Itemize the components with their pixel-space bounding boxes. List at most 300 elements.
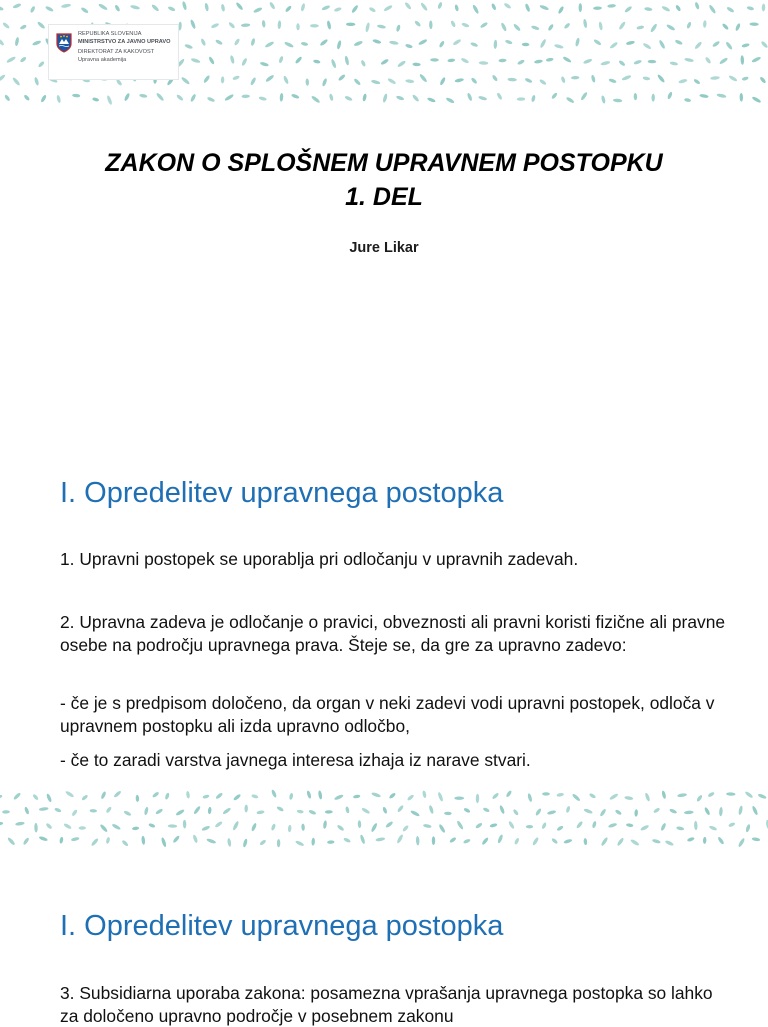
- leaf-mark: [416, 836, 420, 846]
- leaf-mark: [156, 92, 165, 101]
- ministry-logo: [48, 24, 179, 80]
- leaf-mark: [258, 96, 267, 101]
- leaf-mark: [301, 823, 305, 830]
- leaf-mark: [22, 837, 29, 846]
- leaf-mark: [666, 24, 676, 32]
- paragraph-3: 3. Subsidiarna uporaba zakona: posamezna vprašanja upravnega postopka so lahko za določeno upravno področje v posebnem zakonu: [60, 983, 713, 1026]
- leaf-mark: [111, 823, 121, 831]
- leaf-mark: [294, 56, 302, 64]
- leaf-mark: [648, 60, 657, 64]
- leaf-mark: [313, 59, 321, 64]
- paragraph-1: 1. Upravni postopek se uporablja pri odločanju v upravnih zadevah.: [60, 549, 579, 569]
- leaf-mark: [144, 807, 149, 816]
- leaf-mark: [513, 23, 522, 32]
- leaf-mark: [308, 809, 316, 815]
- leaf-mark: [591, 74, 596, 82]
- leaf-mark: [175, 809, 185, 817]
- leaf-mark: [527, 793, 533, 802]
- leaf-mark: [389, 40, 399, 45]
- leaf-mark: [583, 19, 588, 29]
- leaf-mark: [505, 39, 513, 45]
- leaf-mark: [461, 22, 469, 28]
- leaf-mark: [437, 2, 443, 10]
- leaf-mark: [12, 3, 21, 9]
- leaf-mark: [37, 21, 46, 30]
- leaf-mark: [184, 43, 193, 49]
- leaf-mark: [760, 40, 768, 48]
- leaf-mark: [262, 20, 266, 28]
- leaf-mark: [422, 790, 427, 798]
- leaf-mark: [321, 5, 330, 11]
- leaf-mark: [264, 41, 274, 49]
- leaf-mark: [563, 838, 572, 844]
- leaf-mark: [556, 792, 564, 797]
- leaf-mark: [707, 791, 715, 797]
- leaf-mark: [130, 4, 140, 10]
- leaf-mark: [183, 820, 187, 829]
- leaf-mark: [665, 840, 675, 847]
- leaf-mark: [193, 805, 201, 815]
- leaf-mark: [221, 76, 225, 83]
- leaf-mark: [684, 98, 691, 103]
- leaf-mark: [699, 94, 709, 99]
- leaf-mark: [250, 77, 257, 86]
- leaf-mark: [470, 42, 479, 48]
- leaf-mark: [454, 78, 464, 83]
- leaf-mark: [728, 822, 736, 828]
- leaf-mark: [256, 810, 264, 815]
- author-name: Jure Likar: [349, 240, 419, 256]
- leaf-mark: [396, 834, 404, 844]
- leaf-mark: [40, 94, 47, 103]
- leaf-mark: [601, 95, 606, 104]
- leaf-mark: [633, 59, 642, 65]
- leaf-mark: [652, 838, 661, 844]
- leaf-mark: [383, 4, 393, 12]
- leaf-mark: [12, 77, 21, 87]
- leaf-mark: [547, 23, 554, 31]
- leaf-mark: [214, 821, 223, 829]
- leaf-mark: [480, 21, 489, 28]
- leaf-mark: [0, 38, 5, 46]
- leaf-mark: [737, 837, 745, 847]
- leaf-mark: [172, 835, 180, 844]
- leaf-mark: [696, 794, 703, 802]
- leaf-mark: [359, 834, 365, 844]
- leaf-mark: [106, 837, 111, 844]
- leaf-mark: [6, 56, 16, 64]
- leaf-mark: [106, 95, 113, 105]
- leaf-mark: [203, 75, 211, 84]
- leaf-mark: [123, 810, 131, 817]
- leaf-mark: [72, 94, 80, 98]
- leaf-mark: [397, 805, 405, 813]
- leaf-mark: [405, 43, 413, 48]
- leaf-mark: [514, 837, 520, 845]
- leaf-mark: [493, 40, 497, 49]
- leaf-mark: [539, 38, 547, 48]
- leaf-mark: [616, 837, 624, 846]
- leaf-mark: [377, 24, 386, 29]
- leaf-mark: [593, 6, 602, 10]
- leaf-mark: [372, 39, 381, 45]
- leaf-mark: [161, 837, 167, 848]
- leaf-mark: [498, 59, 506, 63]
- leaf-mark: [598, 21, 603, 30]
- leaf-mark: [430, 58, 439, 62]
- leaf-mark: [202, 794, 209, 799]
- leaf-mark: [300, 3, 305, 12]
- leaf-mark: [644, 792, 650, 802]
- leaf-mark: [609, 793, 619, 801]
- leaf-mark: [456, 820, 464, 830]
- leaf-mark: [124, 93, 131, 102]
- bullet-1: - če je s predpisom določeno, da organ v neki zadevi vodi upravni postopek, odloča v upravnem postopku ali izda upravno odločbo,: [60, 693, 715, 736]
- leaf-mark: [276, 806, 284, 813]
- leaf-mark: [667, 91, 673, 99]
- leaf-mark: [346, 23, 355, 27]
- leaf-mark: [310, 24, 319, 28]
- leaf-mark: [388, 792, 396, 799]
- leaf-mark: [14, 37, 19, 46]
- leaf-mark: [361, 807, 370, 815]
- leaf-mark: [618, 60, 626, 67]
- leaf-mark: [636, 25, 644, 30]
- leaf-mark: [326, 20, 331, 30]
- slide-title-line-1: ZAKON O SPLOŠNEM UPRAVNEM POSTOPKU: [105, 149, 663, 177]
- leaf-mark: [265, 74, 275, 83]
- leaf-mark: [651, 94, 655, 102]
- leaf-mark: [277, 20, 281, 29]
- leaf-mark: [19, 24, 27, 30]
- leaf-mark: [344, 95, 353, 101]
- leaf-mark: [382, 806, 388, 814]
- leaf-mark: [708, 4, 716, 14]
- leaf-mark: [208, 56, 215, 65]
- leaf-mark: [397, 60, 406, 68]
- leaf-mark: [71, 836, 80, 841]
- leaf-mark: [90, 838, 99, 847]
- leaf-mark: [56, 95, 61, 104]
- leaf-mark: [437, 792, 444, 802]
- leaf-mark: [241, 57, 248, 66]
- leaf-mark: [719, 57, 729, 65]
- leaf-mark: [235, 2, 244, 11]
- leaf-mark: [546, 57, 554, 62]
- leaf-mark: [396, 95, 405, 101]
- leaf-mark: [560, 76, 566, 84]
- logo-line-directorate: DIREKTORAT ZA KAKOVOST: [78, 49, 155, 56]
- leaf-mark: [675, 39, 684, 45]
- leaf-mark: [463, 838, 471, 844]
- leaf-mark: [271, 823, 277, 831]
- leaf-mark: [726, 792, 736, 796]
- leaf-mark: [576, 821, 584, 830]
- leaf-mark: [405, 79, 414, 83]
- leaf-mark: [531, 25, 540, 31]
- leaf-mark: [539, 79, 547, 86]
- leaf-mark: [427, 97, 436, 103]
- leaf-mark: [740, 55, 744, 65]
- leaf-mark: [482, 807, 490, 813]
- leaf-mark: [593, 39, 602, 47]
- leaf-mark: [345, 806, 350, 813]
- leaf-mark: [206, 838, 216, 845]
- leaf-mark: [751, 805, 758, 815]
- leaf-mark: [580, 91, 588, 101]
- leaf-mark: [522, 43, 530, 47]
- leaf-mark: [751, 96, 761, 104]
- leaf-mark: [454, 4, 459, 11]
- leaf-mark: [105, 806, 112, 814]
- leaf-mark: [607, 4, 616, 8]
- leaf-mark: [365, 22, 371, 32]
- leaf-mark: [135, 795, 139, 802]
- section-heading-2: I. Opredelitev upravnega postopka: [60, 910, 504, 942]
- leaf-mark: [554, 44, 564, 50]
- leaf-mark: [660, 822, 667, 831]
- leaf-mark: [385, 821, 394, 829]
- leaf-mark: [676, 826, 684, 831]
- leaf-mark: [402, 825, 410, 833]
- leaf-mark: [148, 823, 156, 829]
- leaf-mark: [168, 824, 178, 828]
- leaf-mark: [583, 808, 593, 814]
- leaf-mark: [670, 61, 679, 66]
- leaf-mark: [230, 55, 236, 64]
- leaf-mark: [358, 820, 362, 828]
- leaf-mark: [746, 6, 754, 11]
- leaf-mark: [2, 22, 10, 30]
- leaf-mark: [99, 824, 108, 833]
- section-heading-1: I. Opredelitev upravnega postopka: [60, 477, 504, 509]
- bullet-2: - če to zaradi varstva javnega interesa izhaja iz narave stvari.: [60, 750, 531, 770]
- slide-title-line-2: 1. DEL: [345, 183, 423, 211]
- leaf-mark: [658, 39, 666, 49]
- leaf-mark: [269, 1, 276, 10]
- leaf-mark: [79, 826, 86, 830]
- leaf-mark: [325, 810, 333, 814]
- leaf-mark: [481, 837, 489, 846]
- leaf-mark: [565, 806, 570, 814]
- leaf-mark: [353, 40, 363, 47]
- leaf-mark: [329, 93, 334, 101]
- leaf-mark: [423, 824, 432, 829]
- leaf-mark: [322, 78, 328, 87]
- leaf-mark: [653, 807, 661, 814]
- leaf-mark: [505, 790, 512, 798]
- leaf-mark: [155, 808, 164, 815]
- leaf-mark: [242, 838, 248, 847]
- leaf-mark: [634, 93, 638, 100]
- leaf-mark: [541, 822, 547, 830]
- leaf-mark: [396, 24, 401, 32]
- logo-line-ministry: MINISTRSTVO ZA JAVNO UPRAVO: [78, 38, 171, 45]
- leaf-mark: [344, 56, 349, 66]
- leaf-mark: [491, 3, 497, 11]
- leaf-mark: [677, 793, 687, 798]
- leaf-mark: [0, 74, 6, 83]
- leaf-mark: [353, 78, 361, 86]
- leaf-mark: [208, 807, 212, 815]
- leaf-mark: [284, 41, 294, 48]
- leaf-mark: [517, 97, 526, 101]
- leaf-mark: [589, 793, 597, 800]
- leaf-mark: [526, 825, 533, 828]
- leaf-mark: [152, 791, 160, 798]
- leaf-mark: [626, 823, 634, 827]
- leaf-mark: [233, 793, 242, 801]
- leaf-mark: [694, 821, 698, 830]
- leaf-mark: [80, 7, 89, 14]
- leaf-mark: [475, 822, 483, 829]
- leaf-mark: [449, 837, 457, 844]
- leaf-mark: [762, 4, 766, 12]
- leaf-mark: [444, 812, 452, 816]
- leaf-pattern-svg: [0, 788, 768, 850]
- leaf-mark: [232, 75, 240, 81]
- leaf-mark: [709, 825, 718, 831]
- leaf-mark: [600, 837, 608, 847]
- leaf-mark: [703, 20, 707, 28]
- leaf-mark: [712, 40, 721, 48]
- leaf-mark: [336, 824, 344, 831]
- leaf-mark: [740, 93, 744, 102]
- leaf-mark: [100, 791, 106, 800]
- leaf-mark: [704, 807, 711, 816]
- leaf-mark: [741, 43, 750, 48]
- leaf-mark: [613, 98, 623, 102]
- leaf-mark: [517, 59, 525, 66]
- leaf-mark: [738, 805, 743, 815]
- leaf-mark: [539, 4, 549, 11]
- leaf-mark: [181, 76, 191, 85]
- leaf-mark: [113, 790, 122, 798]
- leaf-mark: [59, 837, 64, 844]
- leaf-mark: [296, 23, 300, 30]
- leaf-mark: [460, 57, 469, 64]
- leaf-mark: [92, 97, 99, 102]
- leaf-mark: [744, 791, 753, 799]
- logo-line-republic: REPUBLIKA SLOVENIJA: [78, 31, 142, 37]
- leaf-mark: [253, 7, 263, 14]
- leaf-mark: [318, 790, 323, 799]
- leaf-mark: [369, 6, 377, 12]
- leaf-mark: [551, 837, 558, 844]
- leaf-mark: [54, 807, 62, 813]
- leaf-mark: [684, 810, 694, 814]
- leaf-mark: [534, 59, 543, 64]
- leaf-mark: [438, 40, 445, 48]
- leaf-mark: [204, 3, 209, 12]
- leaf-mark: [438, 824, 446, 834]
- leaf-mark: [2, 810, 10, 814]
- leaf-mark: [7, 837, 16, 846]
- leaf-mark: [0, 822, 3, 826]
- leaf-mark: [726, 6, 735, 13]
- leaf-mark: [291, 93, 300, 99]
- leaf-mark: [634, 809, 638, 817]
- leaf-mark: [201, 825, 210, 831]
- leaf-mark: [489, 823, 497, 828]
- leaf-mark: [615, 809, 623, 816]
- leaf-mark: [176, 94, 184, 102]
- leaf-mark: [289, 793, 294, 800]
- leaf-mark: [693, 78, 701, 85]
- leaf-mark: [375, 837, 385, 842]
- leaf-mark: [600, 60, 610, 66]
- leaf-mark: [608, 78, 617, 84]
- leaf-mark: [694, 41, 703, 50]
- leaf-mark: [508, 821, 515, 830]
- leaf-mark: [4, 94, 11, 102]
- leaf-mark: [618, 21, 626, 30]
- leaf-mark: [735, 23, 741, 32]
- leaf-mark: [271, 789, 278, 798]
- leaf-mark: [728, 75, 738, 83]
- leaf-mark: [571, 793, 580, 802]
- leaf-mark: [251, 794, 259, 799]
- leaf-mark: [412, 94, 420, 103]
- slide-title: [0, 146, 768, 214]
- leaf-mark: [61, 3, 71, 8]
- leaf-mark: [234, 38, 241, 46]
- leaf-mark: [30, 6, 36, 14]
- leaf-mark: [719, 807, 723, 816]
- leaf-mark: [407, 794, 415, 801]
- leaf-mark: [186, 791, 190, 799]
- leaf-mark: [371, 79, 381, 85]
- leaf-mark: [232, 820, 240, 830]
- leaf-mark: [725, 41, 733, 50]
- paragraph-2: 2. Upravna zadeva je odločanje o pravici, obveznosti ali pravni koristi fizične ali pravne osebe na področju upravnega prava. Šteje se, da gre za upravno zadevo:: [60, 612, 726, 655]
- leaf-mark: [476, 794, 480, 803]
- leaf-mark: [151, 4, 160, 12]
- logo-line-academy: Upravna akademija: [78, 56, 127, 63]
- leaf-mark: [164, 792, 170, 800]
- leaf-mark: [46, 793, 53, 803]
- leaf-mark: [244, 805, 248, 813]
- leaf-mark: [563, 22, 570, 29]
- leaf-mark: [745, 824, 751, 833]
- leaf-mark: [65, 790, 75, 798]
- leaf-mark: [542, 792, 550, 795]
- leaf-mark: [13, 792, 22, 801]
- leaf-mark: [71, 809, 78, 817]
- leaf-mark: [0, 5, 4, 11]
- leaf-mark: [452, 38, 461, 46]
- leaf-mark: [583, 58, 593, 65]
- leaf-mark: [19, 56, 26, 63]
- leaf-mark: [684, 57, 694, 62]
- leaf-mark: [491, 792, 499, 800]
- leaf-mark: [624, 5, 633, 13]
- leaf-mark: [410, 810, 420, 818]
- leaf-mark: [387, 77, 396, 85]
- leaf-mark: [592, 821, 597, 829]
- leaf-mark: [624, 796, 633, 801]
- leaf-mark: [752, 837, 761, 842]
- leaf-mark: [562, 56, 572, 64]
- leaf-mark: [297, 809, 304, 813]
- leaf-mark: [192, 834, 198, 843]
- leaf-mark: [280, 93, 284, 102]
- leaf-mark: [566, 96, 575, 104]
- leaf-mark: [251, 822, 258, 831]
- leaf-mark: [694, 2, 700, 10]
- leaf-mark: [222, 807, 231, 815]
- leaf-mark: [432, 836, 435, 845]
